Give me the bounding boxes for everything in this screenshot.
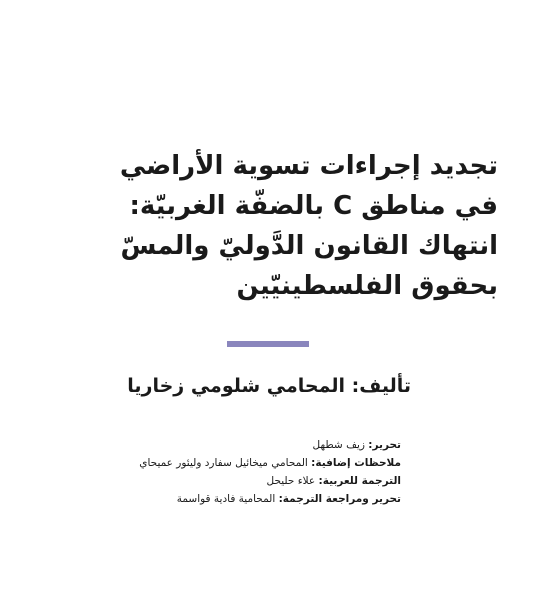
credit-value: المحامي ميخائيل سفارد وليئور عميحاي xyxy=(139,457,312,469)
credit-label: تحرير ومراجعة الترجمة: xyxy=(278,493,401,505)
credit-label: ملاحظات إضافية: xyxy=(311,457,401,469)
title-divider xyxy=(227,341,309,347)
credit-translation-review xyxy=(40,490,401,508)
title-line-1: تجديد إجراءات تسوية الأراضي xyxy=(119,151,498,181)
credits-block xyxy=(40,436,401,508)
author-line: تأليف: المحامي شلومي زخاريا xyxy=(127,375,411,397)
credit-additional-notes xyxy=(40,454,401,472)
credit-translation xyxy=(40,472,401,490)
credit-label: الترجمة للعربية: xyxy=(318,475,401,487)
document-title xyxy=(20,146,498,306)
title-line-4: بحقوق الفلسطينيّين xyxy=(236,271,498,301)
credit-editing xyxy=(40,436,401,454)
credit-value: زيف شطهل xyxy=(312,439,369,451)
title-line-2: في مناطق C بالضفّة الغربيّة: xyxy=(129,191,498,221)
credit-label: تحرير: xyxy=(368,439,401,451)
credit-value: المحامية فادية قواسمة xyxy=(176,493,279,505)
title-line-3: انتهاك القانون الدَّوليّ والمسّ xyxy=(120,231,498,261)
credit-value: علاء حليحل xyxy=(266,475,319,487)
